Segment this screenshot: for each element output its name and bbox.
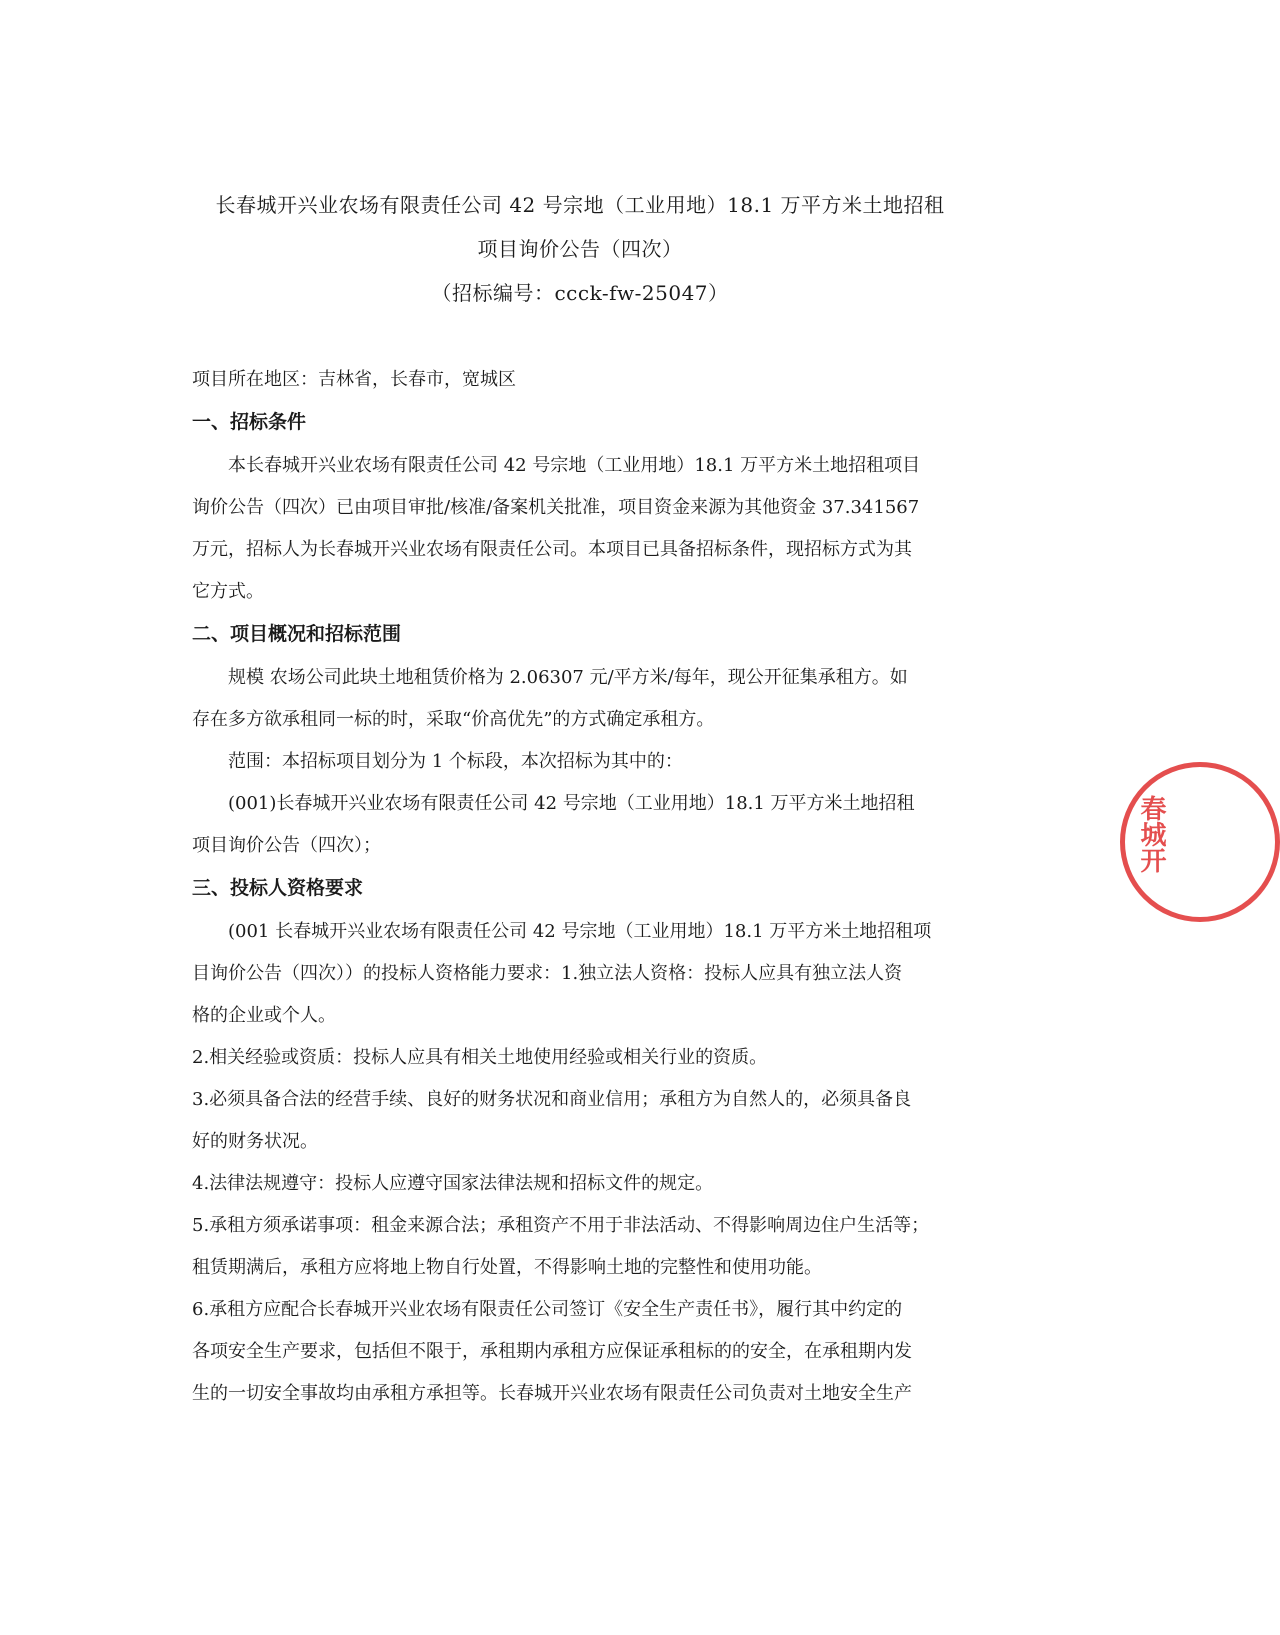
paragraph-line: 目询价公告（四次））的投标人资格能力要求：1.独立法人资格：投标人应具有独立法人资 (192, 963, 903, 984)
paragraph-line: 2.相关经验或资质：投标人应具有相关土地使用经验或相关行业的资质。 (192, 1047, 768, 1068)
section-heading-conditions: 一、招标条件 (192, 411, 307, 433)
paragraph-line: 4.法律法规遵守：投标人应遵守国家法律法规和招标文件的规定。 (192, 1173, 714, 1194)
paragraph-line: 5.承租方须承诺事项：租金来源合法；承租资产不用于非法活动、不得影响周边住户生活等； (192, 1215, 930, 1236)
document-title (150, 183, 1010, 315)
paragraph-line: 询价公告（四次）已由项目审批/核准/备案机关批准，项目资金来源为其他资金 37.341567 (192, 497, 920, 518)
title-line-1: 长春城开兴业农场有限责任公司 42 号宗地（工业用地）18.1 万平方米土地招租 (215, 193, 945, 217)
section-heading-overview: 二、项目概况和招标范围 (192, 623, 402, 645)
paragraph-line: 生的一切安全事故均由承租方承担等。长春城开兴业农场有限责任公司负责对土地安全生产 (192, 1383, 912, 1404)
paragraph-line: 6.承租方应配合长春城开兴业农场有限责任公司签订《安全生产责任书》，履行其中约定的 (192, 1299, 903, 1320)
project-location: 项目所在地区：吉林省，长春市，宽城区 (192, 369, 516, 390)
paragraph-line: (001)长春城开兴业农场有限责任公司 42 号宗地（工业用地）18.1 万平方米土地招租 (228, 793, 915, 814)
paragraph-line: (001 长春城开兴业农场有限责任公司 42 号宗地（工业用地）18.1 万平方米土地招租项 (228, 921, 932, 942)
paragraph-line: 存在多方欲承租同一标的时，采取“价高优先”的方式确定承租方。 (192, 709, 715, 730)
tender-number: （招标编号：ccck-fw-25047） (431, 281, 729, 305)
section-heading-qualifications: 三、投标人资格要求 (192, 877, 364, 899)
paragraph-line: 规模 农场公司此块土地租赁价格为 2.06307 元/平方米/每年，现公开征集承租方。如 (228, 667, 908, 688)
paragraph-line: 范围：本招标项目划分为 1 个标段，本次招标为其中的： (228, 751, 683, 772)
paragraph-line: 它方式。 (192, 581, 264, 602)
paragraph-line: 好的财务状况。 (192, 1131, 318, 1152)
title-line-2: 项目询价公告（四次） (477, 237, 683, 261)
paragraph-line: 项目询价公告（四次）； (192, 835, 381, 856)
paragraph-line: 租赁期满后，承租方应将地上物自行处置，不得影响土地的完整性和使用功能。 (192, 1257, 822, 1278)
paragraph-line: 格的企业或个人。 (192, 1005, 336, 1026)
paragraph-line: 各项安全生产要求，包括但不限于，承租期内承租方应保证承租标的的安全，在承租期内发 (192, 1341, 912, 1362)
seal-text: 春城开 (1136, 795, 1166, 873)
company-seal (1120, 762, 1280, 922)
paragraph-line: 万元，招标人为长春城开兴业农场有限责任公司。本项目已具备招标条件，现招标方式为其 (192, 539, 912, 560)
paragraph-line: 本长春城开兴业农场有限责任公司 42 号宗地（工业用地）18.1 万平方米土地招租项目 (228, 455, 921, 476)
paragraph-line: 3.必须具备合法的经营手续、良好的财务状况和商业信用；承租方为自然人的，必须具备良 (192, 1089, 912, 1110)
